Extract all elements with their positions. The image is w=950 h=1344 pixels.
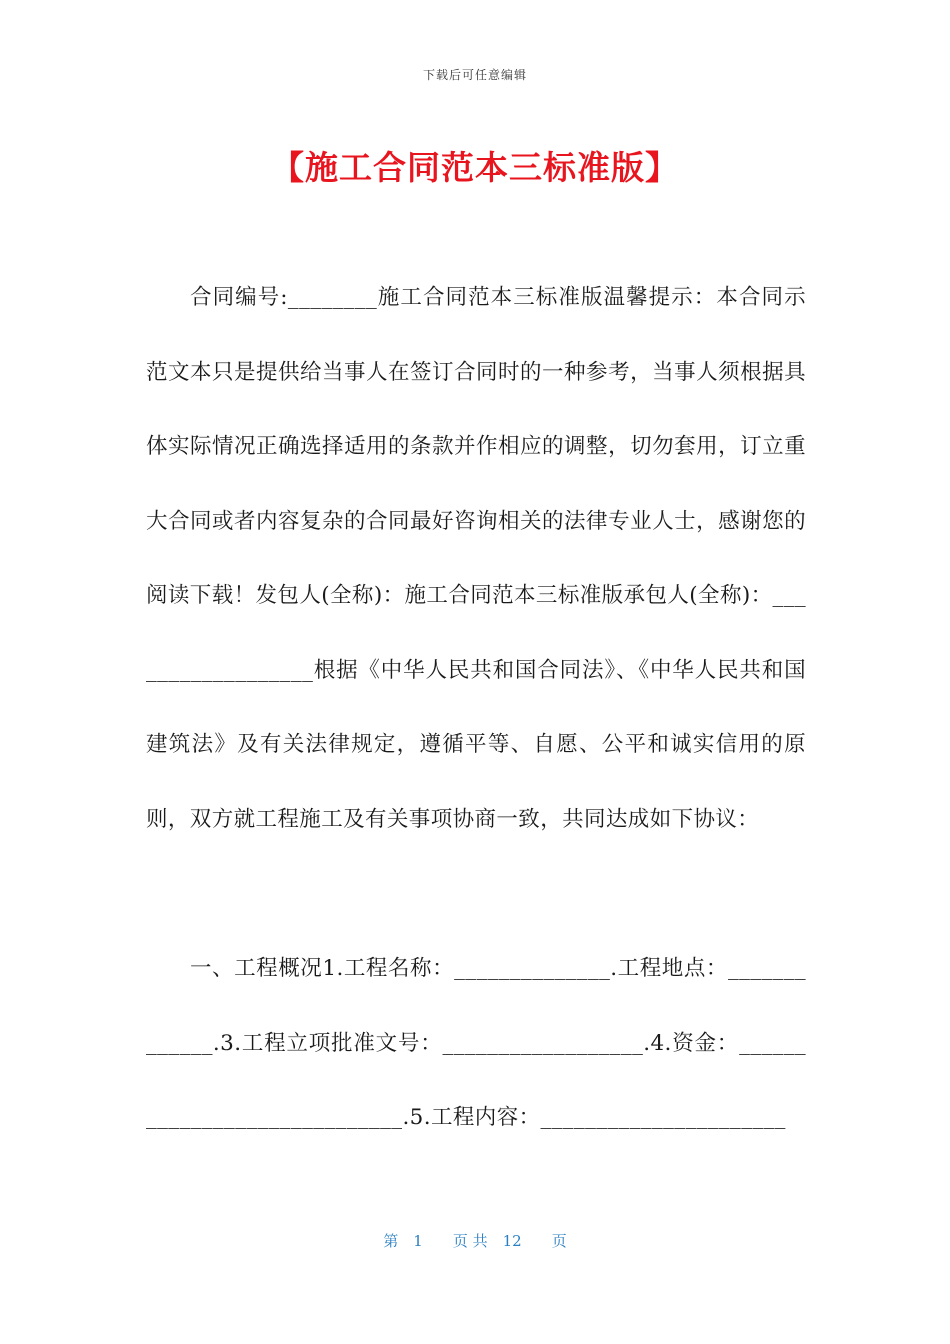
paragraph-preamble: 合同编号:________施工合同范本三标准版温馨提示：本合同示范文本只是提供给当事人在签订合同时的一种参考，当事人须根据具体实际情况正确选择适用的条款并作相应的调整，切勿套用，订立重大合同或者内容复杂的合同最好咨询相关的法律专业人士，感谢您的阅读下载！发包人(全称)：施工合同范本三标准版承包人(全称)：__________________根据《中华人民共和国合同法》、《中华人民共和国建筑法》及有关法律规定，遵循平等、自愿、公平和诚实信用的原则，双方就工程施工及有关事项协商一致，共同达成如下协议： xyxy=(146,285,806,832)
download-note: 下载后可任意编辑 xyxy=(422,68,527,82)
page-number-label: 第 1 页 共 12 页 xyxy=(383,1232,567,1250)
page-number xyxy=(0,1230,950,1251)
paragraph-project-overview: 一、工程概况1.工程名称：______________.工程地点：_____________.3.工程立项批准文号：__________________.4.资金：_____________________________.5.工程内容：______________________ xyxy=(146,956,806,1130)
document-title: 【施工合同范本三标准版】 xyxy=(271,148,679,187)
